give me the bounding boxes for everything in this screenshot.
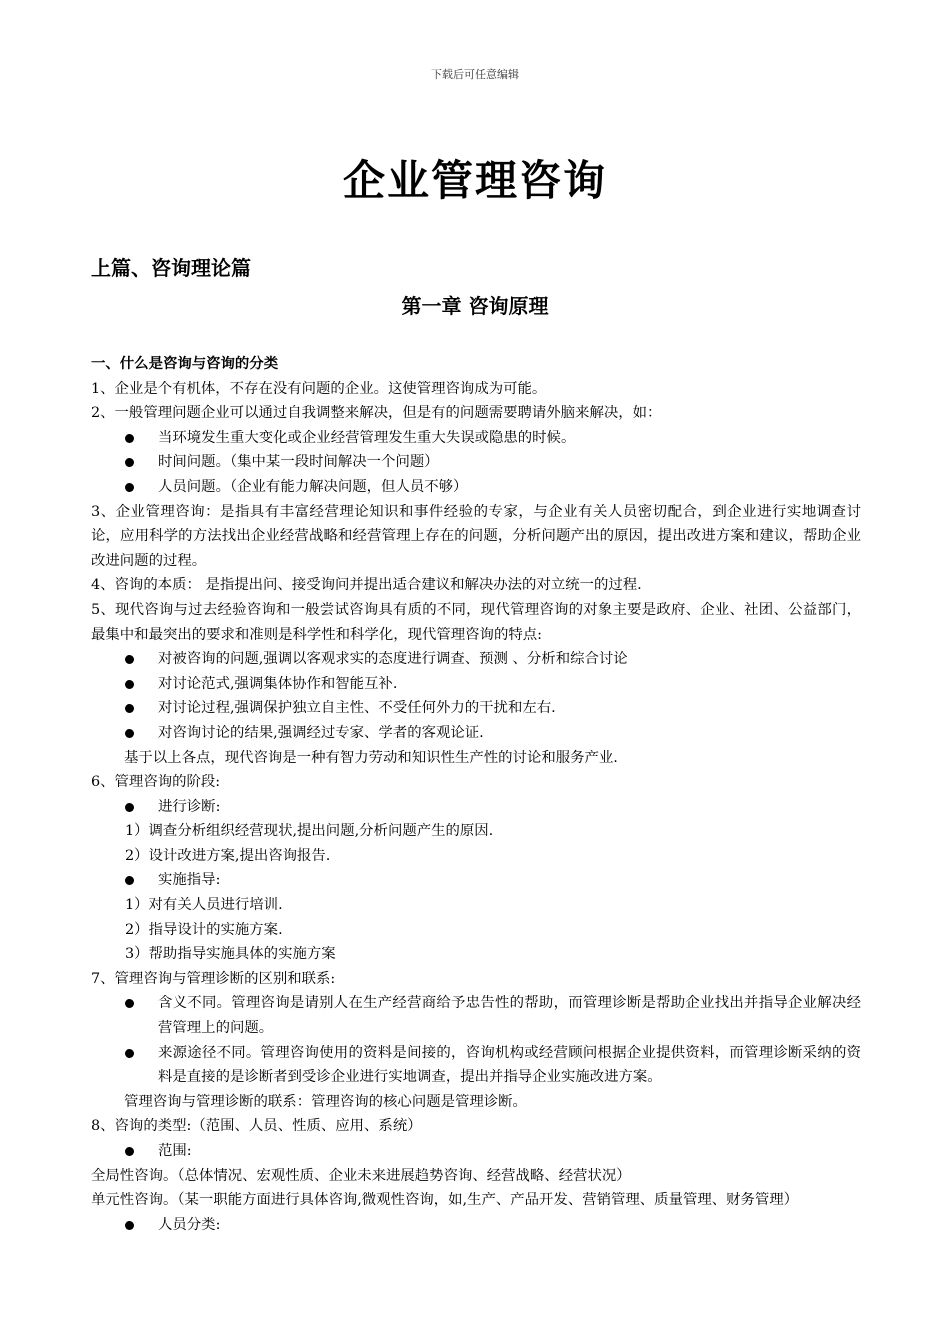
document-title: 企业管理咨询 [342, 156, 607, 205]
part-title: 上篇、咨询理论篇 [91, 256, 251, 280]
paragraph-4: 4、咨询的本质： 是指提出问、接受询问并提出适合建议和解决办法的对立统一的过程. [91, 577, 642, 594]
bullet-dot-icon [125, 680, 134, 689]
bullet-item: 实施指导: [91, 868, 861, 893]
paragraph-6: 6、管理咨询的阶段: [91, 774, 221, 791]
numbered-item: 2）设计改进方案,提出咨询报告. [125, 847, 331, 864]
bullet-dot-icon [125, 803, 134, 812]
section-heading: 一、什么是咨询与咨询的分类 [91, 356, 279, 372]
paragraph-3: 3、企业管理咨询：是指具有丰富经营理论知识和事件经验的专家，与企业有关人员密切配合，到企业进行实地调查讨论，应用科学的方法找出企业经营战略和经营管理上存在的问题，分析问题产出的原因，提出改进方案和建议，帮助企业改进问题的过程。 [91, 503, 861, 569]
chapter-title: 第一章 咨询原理 [401, 294, 549, 318]
bullet-item: 当环境发生重大变化或企业经营管理发生重大失误或隐患的时候。 [91, 426, 861, 451]
paragraph-1: 1、企业是个有机体，不存在没有问题的企业。这使管理咨询成为可能。 [91, 380, 547, 397]
bullet-dot-icon [125, 704, 134, 713]
bullet-item: 对讨论范式,强调集体协作和智能互补. [91, 672, 861, 697]
paragraph-2: 2、一般管理问题企业可以通过自我调整来解决，但是有的问题需要聘请外脑来解决，如： [91, 405, 662, 422]
numbered-item: 2）指导设计的实施方案. [125, 921, 283, 938]
numbered-item: 1）对有关人员进行培训. [125, 897, 283, 914]
bullet-dot-icon [125, 876, 134, 885]
bullet-dot-icon [125, 729, 134, 738]
bullet-item: 含义不同。管理咨询是请别人在生产经营商给予忠告性的帮助，而管理诊断是帮助企业找出并指导企业解决经营管理上的问题。 [91, 991, 861, 1040]
paragraph-8: 8、咨询的类型:（范围、人员、性质、应用、系统） [91, 1118, 422, 1135]
paragraph-5: 5、现代咨询与过去经验咨询和一般尝试咨询具有质的不同，现代管理咨询的对象主要是政府、企业、社团、公益部门，最集中和最突出的要求和准则是科学性和科学化，现代管理咨询的特点: [91, 601, 861, 643]
numbered-item: 1）调查分析组织经营现状,提出问题,分析问题产生的原因. [125, 823, 494, 840]
numbered-item: 3）帮助指导实施具体的实施方案 [125, 946, 336, 963]
bullet-dot-icon [125, 999, 134, 1008]
bullet-dot-icon [125, 1221, 134, 1230]
paragraph-7: 7、管理咨询与管理诊断的区别和联系: [91, 970, 336, 987]
bullet-item: 对咨询讨论的结果,强调经过专家、学者的客观论证. [91, 721, 861, 746]
bullet-dot-icon [125, 1147, 134, 1156]
bullet-item: 时间问题。（集中某一段时间解决一个问题） [91, 450, 861, 475]
bullet-item: 对讨论过程,强调保护独立自主性、不受任何外力的干扰和左右. [91, 696, 861, 721]
bullet-dot-icon [125, 483, 134, 492]
summary-line: 管理咨询与管理诊断的联系：管理咨询的核心问题是管理诊断。 [124, 1093, 527, 1110]
text-line: 全局性咨询。（总体情况、宏观性质、企业未来进展趋势咨询、经营战略、经营状况） [91, 1167, 631, 1184]
bullet-item: 人员分类: [91, 1213, 861, 1238]
bullet-dot-icon [125, 458, 134, 467]
bullet-item: 进行诊断: [91, 795, 861, 820]
bullet-dot-icon [125, 1049, 134, 1058]
bullet-item: 来源途径不同。管理咨询使用的资料是间接的，咨询机构或经营顾问根据企业提供资料，而管理诊断采纳的资料是直接的是诊断者到受诊企业进行实地调查，提出并指导企业实施改进方案。 [91, 1041, 861, 1090]
document-body [91, 352, 861, 1237]
text-line: 单元性咨询。（某一职能方面进行具体咨询,微观性咨询，如,生产、产品开发、营销管理、质量管理、财务管理） [91, 1192, 799, 1209]
header-note: 下载后可任意编辑 [431, 68, 519, 81]
bullet-dot-icon [125, 434, 134, 443]
bullet-item: 对被咨询的问题,强调以客观求实的态度进行调查、预测 、分析和综合讨论 [91, 647, 861, 672]
bullet-dot-icon [125, 655, 134, 664]
bullet-item: 范围: [91, 1139, 861, 1164]
bullet-item: 人员问题。（企业有能力解决问题，但人员不够） [91, 475, 861, 500]
summary-line: 基于以上各点，现代咨询是一种有智力劳动和知识性生产性的讨论和服务产业. [124, 749, 618, 766]
